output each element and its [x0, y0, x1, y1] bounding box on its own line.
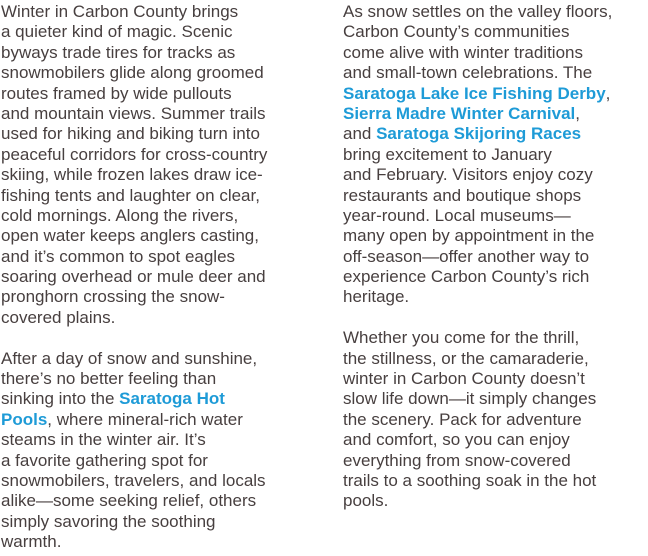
- text-line: [343, 389, 648, 409]
- text-line: [343, 328, 648, 348]
- paragraph: [1, 2, 311, 328]
- text-run: and mountain views. Summer trails: [1, 103, 266, 123]
- text-line: [343, 2, 648, 22]
- text-run: heritage.: [343, 287, 410, 307]
- text-line: [343, 369, 648, 389]
- text-run: many open by appointment in the: [343, 226, 595, 246]
- text-line: [343, 22, 648, 42]
- text-run: pronghorn crossing the snow-: [1, 287, 225, 307]
- text-run: As snow settles on the valley floors,: [343, 2, 613, 21]
- text-run: Carbon County’s communities: [343, 22, 570, 42]
- text-run: warmth.: [1, 532, 62, 552]
- text-line: [1, 532, 311, 552]
- text-run: there’s no better feeling than: [1, 369, 217, 389]
- text-line: [1, 124, 311, 144]
- text-run: simply savoring the soothing: [1, 511, 216, 531]
- text-line: [343, 410, 648, 430]
- text-run: , where mineral-rich water: [47, 409, 243, 429]
- text-line: [1, 104, 311, 124]
- link-sierra-madre-winter-carnival[interactable]: Sierra Madre Winter Carnival: [343, 103, 576, 123]
- text-run: and: [343, 124, 377, 144]
- text-run: ,: [575, 103, 580, 123]
- text-column-right: [343, 2, 648, 556]
- text-run: ,: [605, 83, 611, 103]
- text-line: [1, 512, 311, 532]
- text-run: fishing tents and laughter on clear,: [1, 185, 260, 205]
- text-line: [343, 186, 648, 206]
- text-line: [1, 165, 311, 185]
- text-line: [343, 491, 648, 511]
- text-run: and comfort, so you can enjoy: [343, 430, 570, 450]
- text-line: [1, 43, 311, 63]
- text-line: [1, 267, 311, 287]
- text-line: [343, 206, 648, 226]
- paragraph: [343, 2, 648, 308]
- text-run: open water keeps anglers casting,: [1, 226, 259, 246]
- text-run: routes framed by wide pullouts: [1, 83, 232, 103]
- paragraph: [1, 349, 311, 553]
- link-saratoga-hot-pools[interactable]: Saratoga Hot: [119, 389, 225, 409]
- text-line: [1, 206, 311, 226]
- text-line: [343, 84, 648, 104]
- text-line: [1, 491, 311, 511]
- text-run: slow life down—it simply changes: [343, 389, 597, 409]
- text-line: [1, 145, 311, 165]
- text-line: [1, 308, 311, 328]
- text-run: bring excitement to January: [343, 144, 552, 164]
- text-line: [343, 104, 648, 124]
- text-run: off-season—offer another way to: [343, 246, 590, 266]
- text-run: everything from snow-covered: [343, 450, 571, 470]
- text-line: [1, 186, 311, 206]
- text-run: snowmobilers, travelers, and locals: [1, 470, 266, 490]
- text-line: [343, 165, 648, 185]
- text-line: [1, 22, 311, 42]
- text-line: [1, 226, 311, 246]
- text-line: [1, 287, 311, 307]
- text-run: skiing, while frozen lakes draw ice-: [1, 165, 263, 185]
- text-run: year-round. Local museums—: [343, 205, 571, 225]
- text-run: and February. Visitors enjoy cozy: [343, 165, 593, 185]
- text-run: steams in the winter air. It’s: [1, 430, 206, 450]
- text-line: [343, 287, 648, 307]
- text-run: winter in Carbon County doesn’t: [343, 369, 585, 389]
- text-run: Winter in Carbon County brings: [1, 2, 239, 21]
- text-line: [343, 247, 648, 267]
- paragraph: [343, 328, 648, 512]
- link-saratoga-lake-ice-fishing-derby[interactable]: Saratoga Lake Ice Fishing Derby: [343, 83, 606, 103]
- text-line: [1, 410, 311, 430]
- text-run: and small-town celebrations. The: [343, 63, 593, 83]
- text-line: [1, 389, 311, 409]
- text-run: the stillness, or the camaraderie,: [343, 348, 589, 368]
- text-run: a favorite gathering spot for: [1, 450, 208, 470]
- text-run: After a day of snow and sunshine,: [1, 348, 258, 368]
- text-line: [1, 430, 311, 450]
- text-line: [343, 267, 648, 287]
- text-run: trails to a soothing soak in the hot: [343, 470, 597, 490]
- text-line: [343, 451, 648, 471]
- text-run: restaurants and boutique shops: [343, 185, 582, 205]
- text-run: snowmobilers glide along groomed: [1, 63, 264, 83]
- text-column-left: [1, 2, 311, 556]
- text-run: come alive with winter traditions: [343, 42, 583, 62]
- text-run: Whether you come for the thrill,: [343, 328, 580, 348]
- text-line: [1, 84, 311, 104]
- text-line: [343, 43, 648, 63]
- text-line: [343, 124, 648, 144]
- text-run: covered plains.: [1, 307, 116, 327]
- text-line: [1, 451, 311, 471]
- text-run: experience Carbon County’s rich: [343, 267, 590, 287]
- text-line: [343, 226, 648, 246]
- text-line: [1, 247, 311, 267]
- text-run: and it’s common to spot eagles: [1, 246, 236, 266]
- text-line: [1, 2, 311, 22]
- text-run: cold mornings. Along the rivers,: [1, 205, 239, 225]
- text-line: [1, 63, 311, 83]
- text-line: [343, 471, 648, 491]
- text-line: [343, 430, 648, 450]
- text-line: [1, 349, 311, 369]
- text-run: sinking into the: [1, 389, 120, 409]
- text-run: soaring overhead or mule deer and: [1, 267, 266, 287]
- text-line: [343, 63, 648, 83]
- text-line: [343, 349, 648, 369]
- text-run: byways trade tires for tracks as: [1, 42, 236, 62]
- text-line: [343, 145, 648, 165]
- text-run: alike—some seeking relief, others: [1, 491, 257, 511]
- text-run: used for hiking and biking turn into: [1, 124, 260, 144]
- link-saratoga-hot-pools[interactable]: Pools: [1, 409, 48, 429]
- text-run: the scenery. Pack for adventure: [343, 409, 582, 429]
- text-run: peaceful corridors for cross-country: [1, 144, 268, 164]
- text-line: [1, 471, 311, 491]
- link-saratoga-skijoring-races[interactable]: Saratoga Skijoring Races: [376, 124, 582, 144]
- text-line: [1, 369, 311, 389]
- text-run: a quieter kind of magic. Scenic: [1, 22, 233, 42]
- text-run: pools.: [343, 491, 389, 511]
